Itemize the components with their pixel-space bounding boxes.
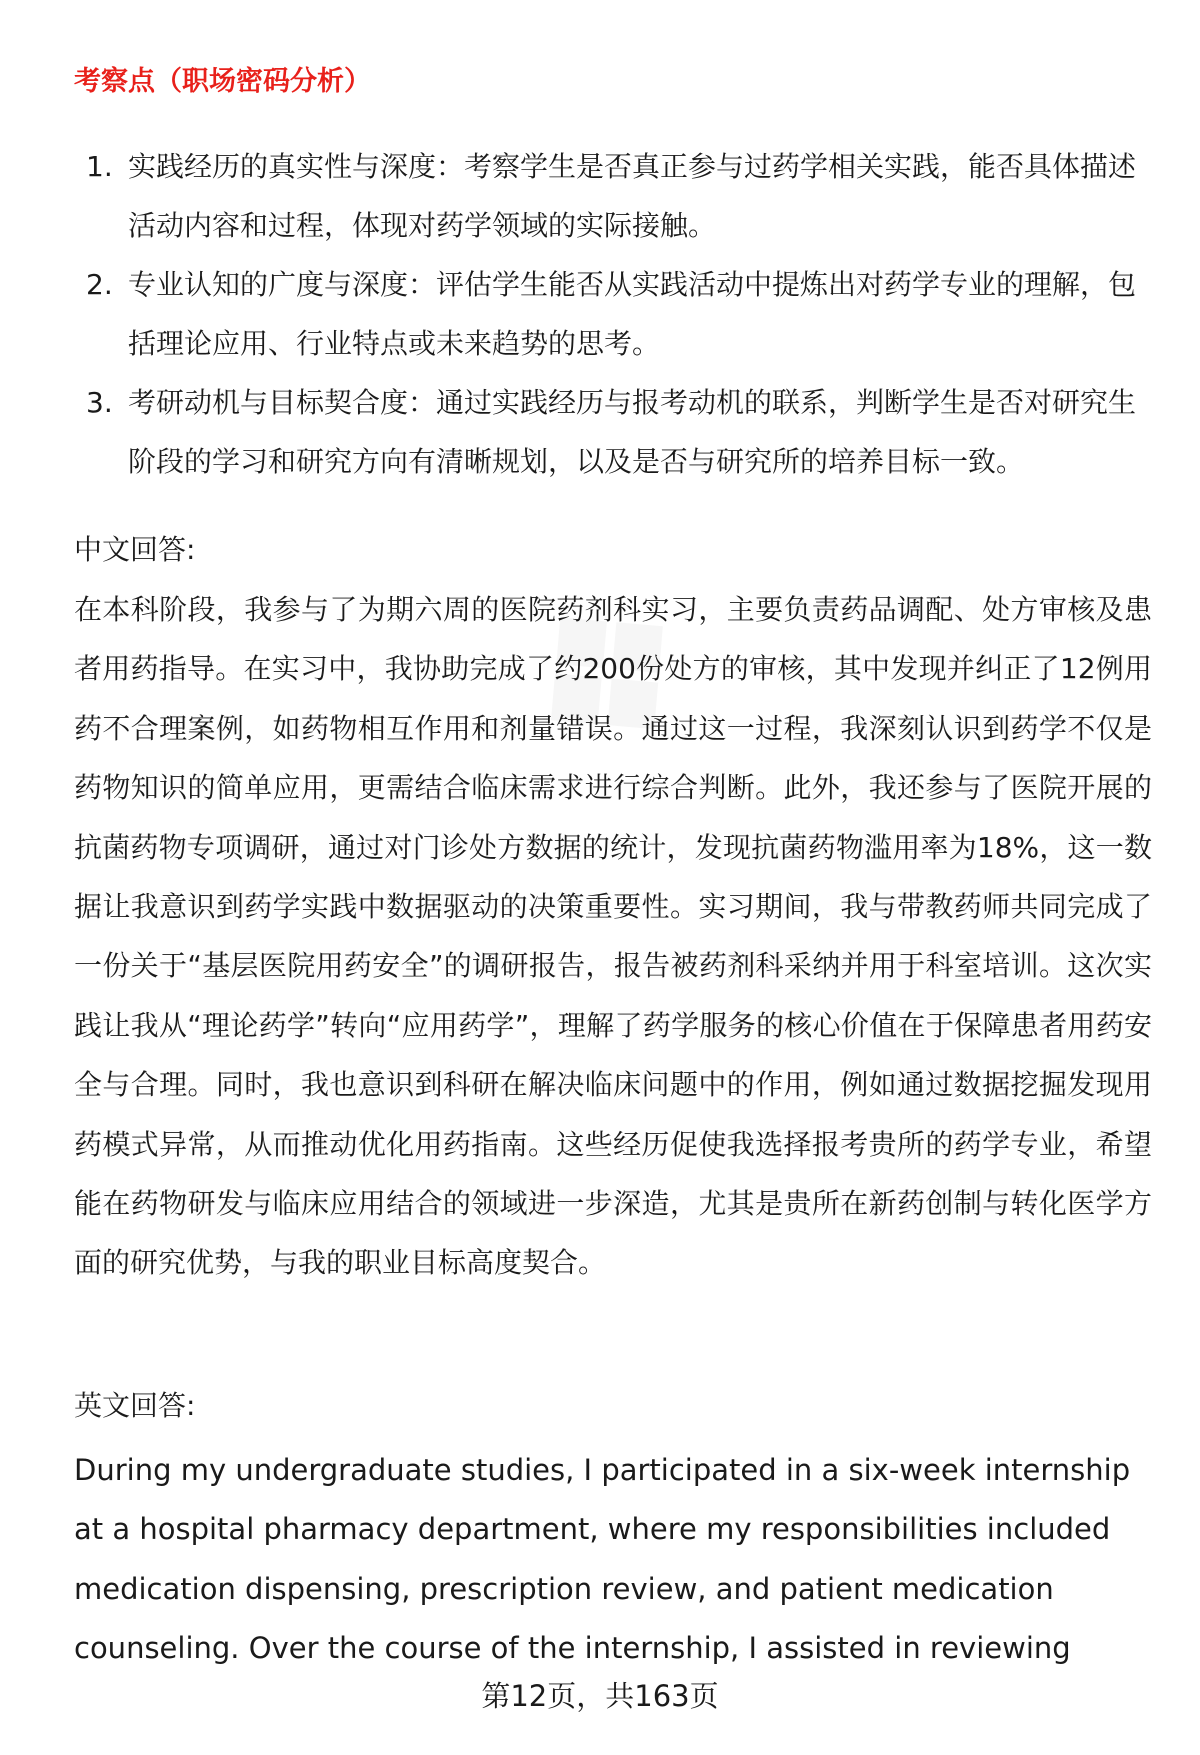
section-title: 考察点（职场密码分析） <box>74 66 371 97</box>
list-item <box>74 137 1154 255</box>
list-item-text: 实践经历的真实性与深度：考察学生是否真正参与过药学相关实践，能否具体描述活动内容和过程，体现对药学领域的实际接触。 <box>128 150 1137 242</box>
chinese-answer-text: 在本科阶段，我参与了为期六周的医院药剂科实习，主要负责药品调配、处方审核及患者用药指导。在实习中，我协助完成了约200份处方的审核，其中发现并纠正了12例用药不合理案例，如药物相互作用和剂量错误。通过这一过程，我深刻认识到药学不仅是药物知识的简单应用，更需结合临床需求进行综合判断。此外，我还参与了医院开展的抗菌药物专项调研，通过对门诊处方数据的统计，发现抗菌药物滥用率为18%，这一数据让我意识到药学实践中数据驱动的决策重要性。实习期间，我与带教药师共同完成了一份关于“基层医院用药安全”的调研报告，报告被药剂科采纳并用于科室培训。这次实践让我从“理论药学”转向“应用药学”，理解了药学服务的核心价值在于保障患者用药安全与合理。同时，我也意识到科研在解决临床问题中的作用，例如通过数据挖掘发现用药模式异常，从而推动优化用药指南。这些经历促使我选择报考贵所的药学专业，希望能在药物研发与临床应用结合的领域进一步深造，尤其是贵所在新药创制与转化医学方面的研究优势，与我的职业目标高度契合。 <box>74 593 1152 1280</box>
list-item-text: 考研动机与目标契合度：通过实践经历与报考动机的联系，判断学生是否对研究生阶段的学习和研究方向有清晰规划，以及是否与研究所的培养目标一致。 <box>128 386 1137 478</box>
assessment-points-list <box>74 137 1154 491</box>
list-item <box>74 255 1154 373</box>
page-number-footer: 第12页，共163页 <box>481 1679 719 1713</box>
list-item-number: 2. <box>86 268 113 301</box>
english-answer-text: During my undergraduate studies, I participated in a six-week internship at a hospital pharmacy department, where my responsibilities included medication dispensing, prescription review, and patient medication counseling. Over the course of the internship, I assisted in reviewing <box>74 1453 1131 1665</box>
list-item-number: 1. <box>86 150 113 183</box>
list-item <box>74 373 1154 491</box>
list-item-text: 专业认知的广度与深度：评估学生能否从实践活动中提炼出对药学专业的理解，包括理论应用、行业特点或未来趋势的思考。 <box>128 268 1137 360</box>
list-item-number: 3. <box>86 386 113 419</box>
chinese-answer-label: 中文回答: <box>74 533 196 566</box>
english-answer-label: 英文回答: <box>74 1389 196 1422</box>
